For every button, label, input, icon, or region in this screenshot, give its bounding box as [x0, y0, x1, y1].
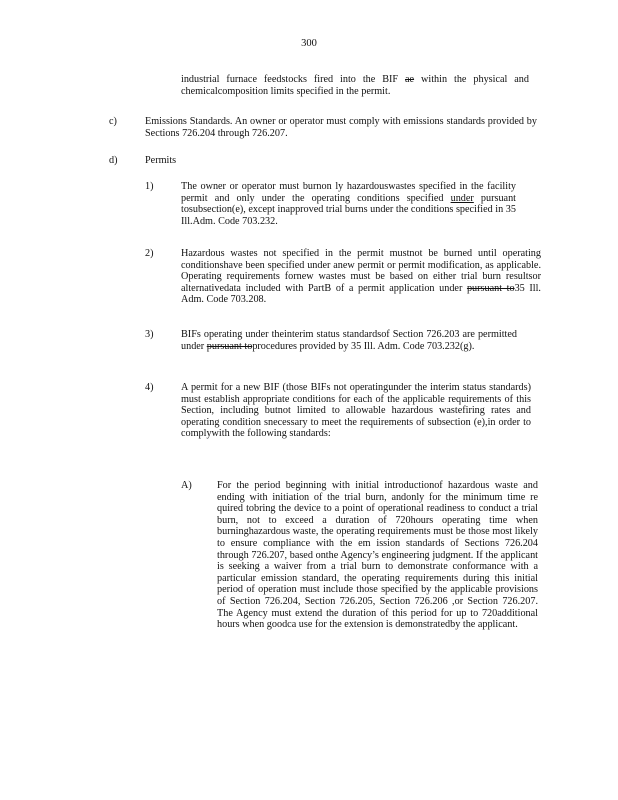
item-A-label: A)	[181, 480, 192, 491]
intro-text-post: within the physical and chemicalcomposition limits specified in the permit.	[181, 74, 529, 97]
item-3-text-pre: BIFs operating under theinterim status standardsof Section 726.203 are permitted under	[181, 329, 517, 352]
item-1-text	[181, 181, 516, 227]
subsection-d-heading: Permits	[145, 155, 177, 166]
item-2-label: 2)	[145, 248, 154, 259]
intro-text-pre: industrial furnace feedstocks fired into the BIF	[181, 74, 406, 85]
item-4-text: A permit for a new BIF (those BIFs not operatingunder the interim status standards) must establish appropriate conditions for each of the applicable requirements of this Section, including butnot limited to allowable hazardous wastefiring rates and operating condition snecessary to meet the requirements of subsection (e),in order to complywith the following standards:	[181, 382, 531, 440]
intro-struck-text: ae	[405, 74, 415, 85]
item-3-text	[181, 329, 517, 352]
subsection-d-label: d)	[109, 155, 118, 166]
item-1-label: 1)	[145, 181, 154, 192]
subsection-c-label: c)	[109, 116, 117, 127]
item-1-inserted-text: under	[450, 192, 474, 204]
intro-paragraph	[181, 74, 529, 97]
item-2-struck-text: pursuant to	[466, 282, 515, 294]
item-2-text-pre: Hazardous wastes not specified in the permit mustnot be burned until operating conditionshave been specified under anew permit or permit modification, as applicable. Operating requirements fornew wastes must be based on either trial burn resultsor alternativedata included with PartB of a permit application under	[181, 248, 541, 294]
item-2-text-post: 35 Ill. Adm. Code 703.208.	[181, 282, 541, 306]
item-3-struck-text: pursuant to	[206, 340, 253, 352]
item-1-text-pre: The owner or operator must burnon ly hazardouswastes specified in the facility permit and only under the operating conditions specified	[181, 181, 516, 204]
item-A-text: For the period beginning with initial introductionof hazardous waste and ending with initiation of the trial burn, andonly for the minimum time re quired tobring the device to a point of operational readiness to conduct a trial burn, not to exceed a duration of 720hours operating time when burninghazardous waste, the operating requirements must be those most likely to ensure compliance with the em ission standards of Sections 726.204 through 726.207, based onthe Agency’s engineering judgment. If the applicant is seeking a waiver from a trial burn to demonstrate conformance with a particular emission standard, the operating requirements during this initial period of operation must include those specified by the applicable provisions of Section 726.204, Section 726.205, Section 726.206 ,or Section 726.207. The Agency must extend the duration of this period for up to 720additional hours when goodca use for the extension is demonstratedby the applicant.	[217, 480, 538, 631]
item-4-label: 4)	[145, 382, 154, 393]
subsection-c-text: Emissions Standards. An owner or operator must comply with emissions standards provided by Sections 726.204 through 726.207.	[145, 116, 537, 139]
item-1-text-post: pursuant tosubsection(e), except inapproved trial burns under the conditions specified in 35 Ill.Adm. Code 703.232.	[181, 192, 516, 227]
item-2-text	[181, 248, 541, 306]
page-number: 300	[301, 38, 317, 49]
item-3-text-post: procedures provided by 35 Ill. Adm. Code 703.232(g).	[252, 340, 475, 352]
item-3-label: 3)	[145, 329, 154, 340]
